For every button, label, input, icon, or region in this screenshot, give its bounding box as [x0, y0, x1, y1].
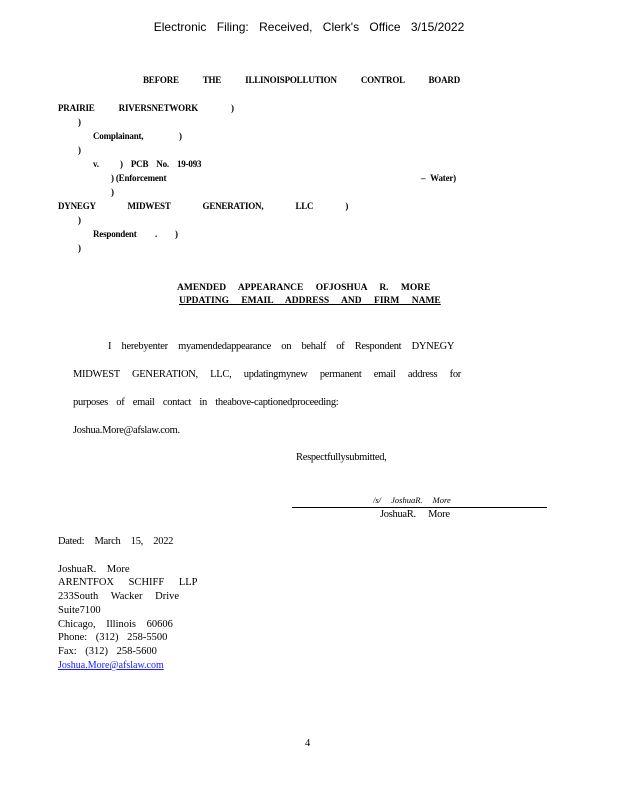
caption-dot: .	[155, 229, 158, 239]
signature-line	[292, 507, 547, 508]
city-state-zip: Chicago, Illinois 60606	[58, 619, 173, 630]
caption-paren: )	[78, 215, 81, 225]
caption-paren: )	[231, 103, 234, 113]
case-type-water: – Water)	[421, 173, 456, 183]
page-number: 4	[305, 738, 311, 749]
phone: Phone: (312) 258-5500	[58, 632, 168, 643]
caption-paren: )	[175, 229, 178, 239]
dated: Dated: March 15, 2022	[58, 536, 174, 547]
filing-stamp: Electronic Filing: Received, Clerk's Office 3/15/2022	[153, 20, 465, 34]
fax: Fax: (312) 258-5600	[58, 646, 157, 657]
suite: Suite7100	[58, 605, 101, 616]
email-link[interactable]: Joshua.More@afslaw.com	[58, 660, 164, 671]
document-title-line2: UPDATING EMAIL ADDRESS AND FIRM NAME	[179, 296, 441, 306]
respondent-name: DYNEGY MIDWEST GENERATION, LLC )	[58, 201, 349, 211]
caption-paren: )	[111, 187, 114, 197]
document-title-line1: AMENDED APPEARANCE OFJOSHUA R. MORE	[177, 283, 431, 293]
case-type: ) (Enforcement	[111, 173, 167, 183]
street-address: 233South Wacker Drive	[58, 591, 180, 602]
caption-paren: )	[78, 145, 81, 155]
body-line-3: purposes of email contact in theabove-captionedproceeding:	[73, 397, 339, 408]
caption-paren: )	[78, 243, 81, 253]
electronic-signature: /s/ JoshuaR. More	[373, 495, 451, 505]
caption-paren: )	[78, 117, 81, 127]
versus: v.	[93, 159, 99, 169]
attorney-name: JoshuaR. More	[58, 564, 130, 575]
complainant-name: PRAIRIE RIVERSNETWORK	[58, 103, 199, 113]
firm-name: ARENTFOX SCHIFF LLP	[58, 577, 198, 588]
complainant-label: Complainant,	[93, 131, 144, 141]
caption-paren: )	[179, 131, 182, 141]
body-email: Joshua.More@afslaw.com.	[73, 425, 180, 436]
body-line-2: MIDWEST GENERATION, LLC, updatingmynew permanent email address for	[73, 369, 461, 380]
signer-name: JoshuaR. More	[380, 509, 450, 520]
board-title: BEFORE THE ILLINOISPOLLUTION CONTROL BOARD	[143, 75, 460, 85]
respondent-label: Respondent	[93, 229, 137, 239]
pcb-number: ) PCB No. 19-093	[120, 159, 202, 169]
closing: Respectfullysubmitted,	[296, 452, 387, 463]
body-line-1: I herebyenter myamendedappearance on behalf of Respondent DYNEGY	[108, 341, 455, 352]
